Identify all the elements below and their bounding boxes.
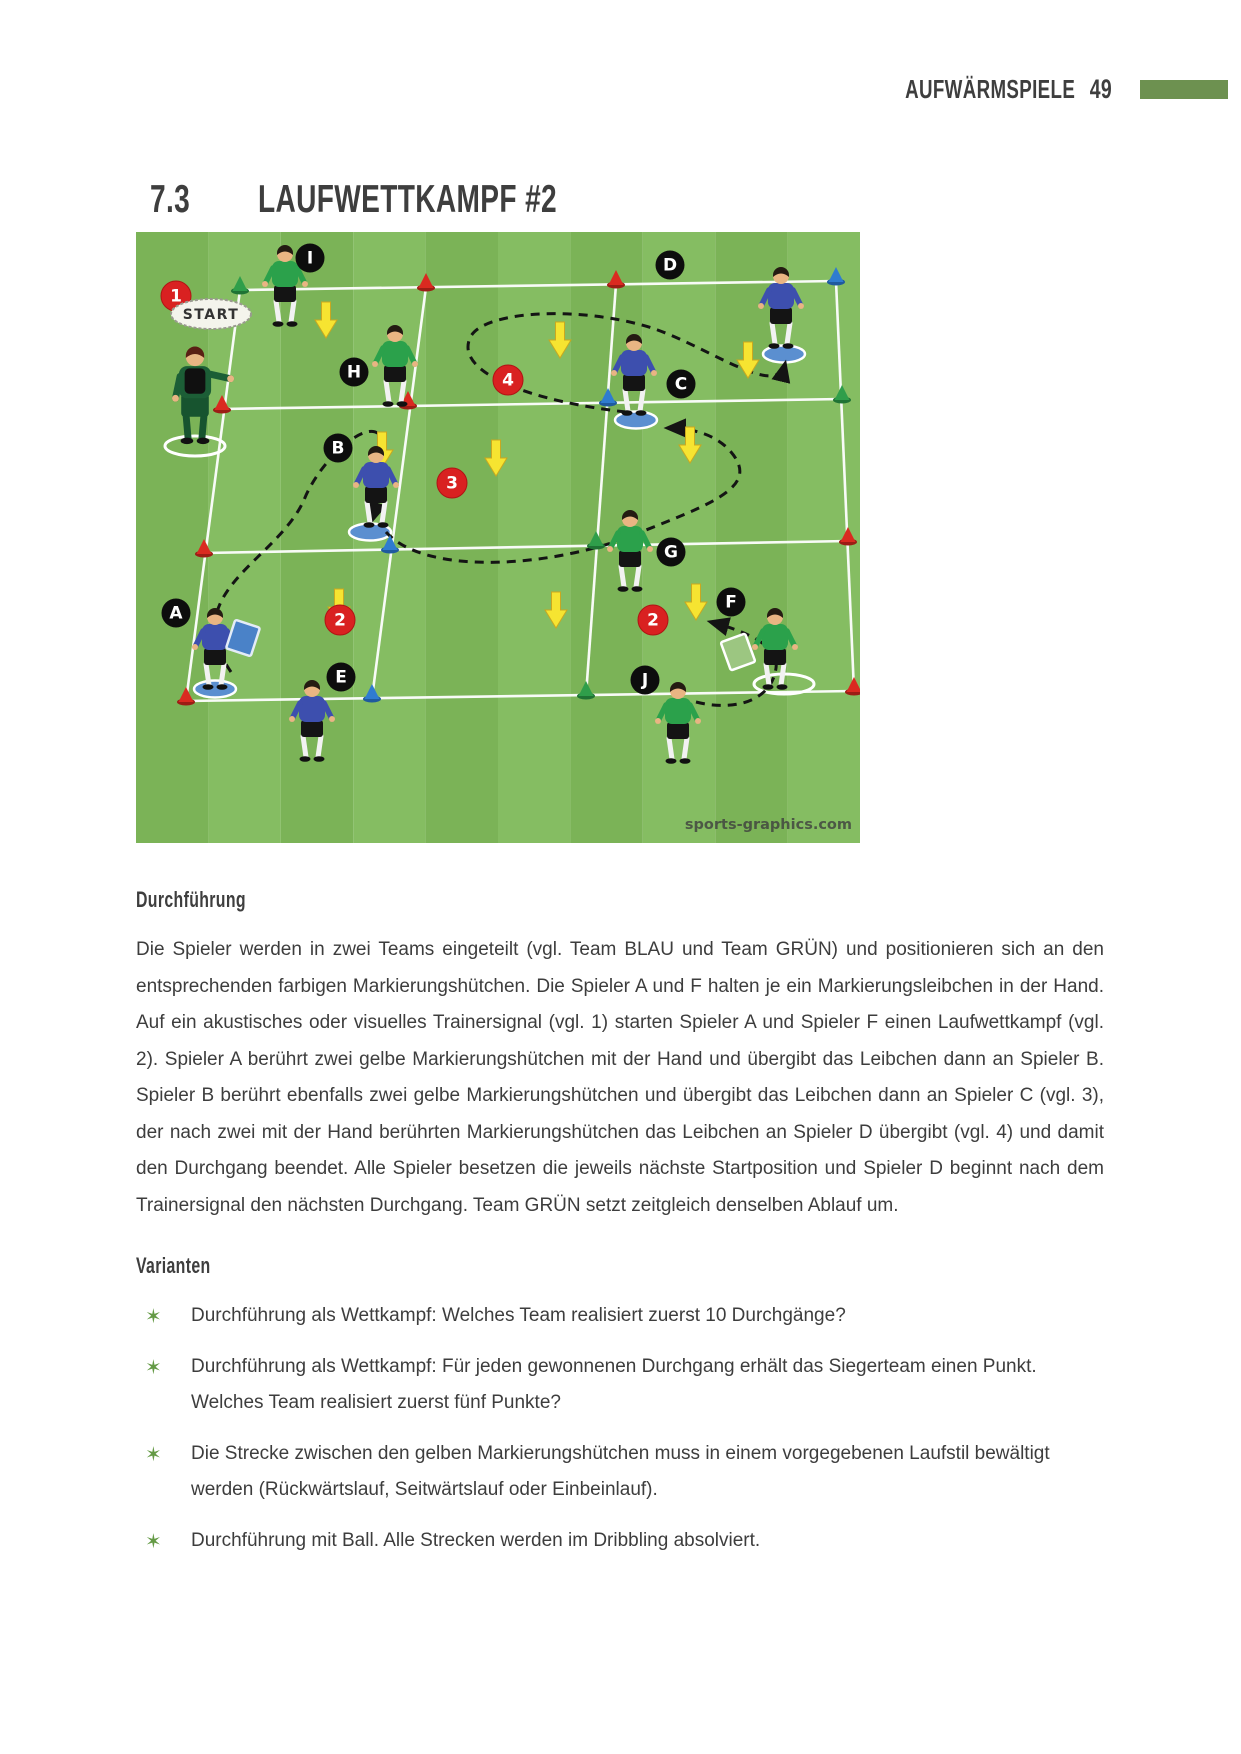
svg-text:F: F [725,592,737,613]
svg-text:G: G [664,542,678,563]
player-label-J [631,666,660,695]
start-label [171,299,251,329]
svg-text:H: H [346,362,362,383]
star-bullet-icon: ✶ [145,1306,162,1328]
chapter-title [150,178,673,222]
player-label-I [296,244,325,273]
player-label-H [340,358,369,387]
player-label-C [667,370,696,399]
variant-text: Die Strecke zwischen den gelben Markierungshütchen muss in einem vorgegebenen Laufstil bewältigt werden (Rückwärtslauf, Seitwärtslauf oder Einbeinlauf). [191,1443,1050,1500]
svg-text:E: E [335,667,347,688]
svg-text:2: 2 [647,610,659,631]
chapter-number: 7.3 [150,178,191,221]
variant-item [136,1349,1111,1421]
variant-text: Durchführung mit Ball. Alle Strecken werden im Dribbling absolviert. [191,1530,761,1551]
svg-text:2: 2 [334,610,346,631]
star-bullet-icon: ✶ [145,1357,162,1379]
star-bullet-icon: ✶ [145,1531,162,1553]
variants-list [136,1298,1111,1559]
player-label-G [657,538,686,567]
svg-text:1: 1 [170,286,182,307]
player-label-A [162,599,191,628]
svg-text:B: B [331,438,345,459]
sequence-marker-2 [638,605,668,635]
svg-text:A: A [169,603,183,624]
variant-text: Durchführung als Wettkampf: Welches Team realisiert zuerst 10 Durchgänge? [191,1305,846,1326]
variant-item [136,1523,1111,1559]
svg-text:J: J [641,670,649,691]
star-bullet-icon: ✶ [145,1444,162,1466]
variant-text: Durchführung als Wettkampf: Für jeden gewonnenen Durchgang erhält das Siegerteam einen Punkt. Welches Team realisiert zuerst fünf Punkte? [191,1356,1037,1413]
player-label-E [327,663,356,692]
drill-diagram [136,232,860,843]
chapter-title-text: LAUFWETTKAMPF #2 [258,178,558,221]
variants-section [136,1252,1111,1574]
variant-item [136,1298,1111,1334]
blue-disc [194,681,236,698]
execution-section [136,886,1104,1224]
watermark-text: sports-graphics.com [684,817,852,833]
variant-item [136,1436,1111,1508]
player-label-F [717,588,746,617]
svg-text:C: C [674,374,688,395]
player-label-B [324,434,353,463]
svg-text:4: 4 [502,370,514,391]
execution-heading: Durchführung [136,887,246,912]
blue-disc [763,346,805,363]
player-label-D [656,251,685,280]
page-header [839,73,1228,104]
svg-text:D: D [662,255,678,276]
variants-heading: Varianten [136,1253,211,1278]
sequence-marker-3 [437,468,467,498]
field-svg [136,232,860,843]
accent-bar [1140,80,1228,99]
grass-stripe [643,232,715,843]
page-number: 49 [1089,73,1112,104]
svg-text:START: START [182,307,240,323]
execution-paragraph: Die Spieler werden in zwei Teams eingeteilt (vgl. Team BLAU und Team GRÜN) und positionieren sich an den entsprechenden farbigen Markierungshütchen. Die Spieler A und F halten je ein Markierungsleibchen in der Hand. Auf ein akustisches oder visuelles Trainersignal (vgl. 1) starten Spieler A und Spieler F einen Laufwettkampf (vgl. 2). Spieler A berührt zwei gelbe Markierungshütchen mit der Hand und übergibt das Leibchen dann an Spieler B. Spieler B berührt ebenfalls zwei gelbe Markierungshütchen und übergibt das Leibchen dann an Spieler C (vgl. 3), der nach zwei mit der Hand berührten Markierungshütchen das Leibchen an Spieler D übergibt (vgl. 4) und damit den Durchgang beendet. Alle Spieler besetzen die jeweils nächste Startposition und Spieler D beginnt nach dem Trainersignal den nächsten Durchgang. Team GRÜN setzt zeitgleich denselben Ablauf um. [136,939,1104,1216]
sequence-marker-4 [493,365,523,395]
svg-text:3: 3 [446,473,458,494]
section-label: AUFWÄRMSPIELE [904,73,1075,104]
sequence-marker-2 [325,605,355,635]
svg-text:I: I [306,248,314,269]
